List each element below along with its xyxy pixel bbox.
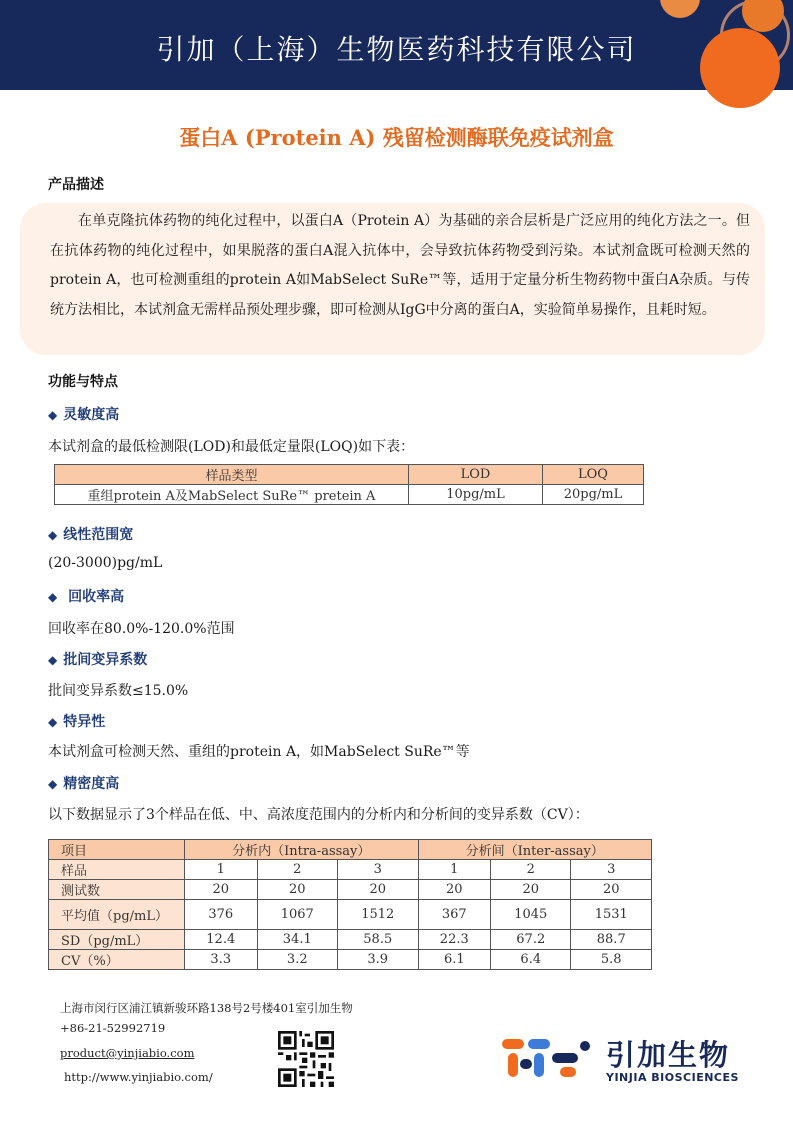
- table-cell: 20pg/mL: [543, 485, 644, 505]
- footer-email-link[interactable]: product@yinjiabio.com: [60, 1046, 195, 1060]
- row-label: 测试数: [49, 880, 185, 900]
- table-header: 分析间（Inter-assay）: [418, 840, 651, 860]
- feature-sensitivity: ◆ 灵敏度高: [48, 407, 120, 423]
- table-cell: 20: [257, 880, 337, 900]
- diamond-icon: ◆: [48, 590, 58, 604]
- table-row: [49, 900, 652, 930]
- specificity-text: 本试剂盒可检测天然、重组的protein A，如MabSelect SuRe™等: [48, 744, 470, 760]
- table-header: LOD: [409, 465, 543, 485]
- description-text: 在单克隆抗体药物的纯化过程中，以蛋白A（Protein A）为基础的亲合层析是广泛应用的纯化方法之一。但在抗体药物的纯化过程中，如果脱落的蛋白A混入抗体中，会导致抗体药物受到污染。本试剂盒既可检测天然的protein A，也可检测重组的protein A如MabSelect SuRe™等，适用于定量分析生物药物中蛋白A杂质。与传统方法相比，本试剂盒无需样品预处理步骤，即可检测从IgG中分离的蛋白A，实验简单易操作，且耗时短。: [50, 213, 750, 318]
- table-cell: 重组protein A及MabSelect SuRe™ pretein A: [55, 485, 409, 505]
- table-cell: 3: [571, 860, 652, 880]
- diamond-icon: ◆: [48, 777, 58, 791]
- table-header: LOQ: [543, 465, 644, 485]
- table-cell: 3: [338, 860, 419, 880]
- row-label: SD（pg/mL）: [49, 930, 185, 950]
- table-cell: 3.2: [257, 950, 337, 970]
- table-cell: 67.2: [491, 930, 571, 950]
- feature-recovery: ◆ 回收率高: [48, 589, 125, 605]
- features-heading: 功能与特点: [48, 374, 118, 390]
- table-cell: 1045: [491, 900, 571, 930]
- footer-website-link[interactable]: http://www.yinjiabio.com/: [64, 1070, 213, 1084]
- precision-text: 以下数据显示了3个样品在低、中、高浓度范围内的分析内和分析间的变异系数（CV）：: [48, 807, 589, 823]
- table-cell: 3.3: [185, 950, 258, 970]
- row-label: 平均值（pg/mL）: [49, 900, 185, 930]
- table-row: [49, 950, 652, 970]
- table-cell: 20: [418, 880, 491, 900]
- table-cell: 1: [185, 860, 258, 880]
- table-cell: 20: [491, 880, 571, 900]
- logo-english: YINJIA BIOSCIENCES: [606, 1071, 739, 1084]
- feature-batch: ◆ 批间变异系数: [48, 652, 148, 668]
- yinjia-logo-mark: [502, 1039, 590, 1077]
- table-cell: 376: [185, 900, 258, 930]
- table-cell: 1531: [571, 900, 652, 930]
- table-cell: 12.4: [185, 930, 258, 950]
- table-cell: 1: [418, 860, 491, 880]
- table-cell: 3.9: [338, 950, 419, 970]
- table-cell: 88.7: [571, 930, 652, 950]
- company-name: 引加（上海）生物医药科技有限公司: [156, 33, 637, 66]
- diamond-icon: ◆: [48, 528, 58, 542]
- feature-linear: ◆ 线性范围宽: [48, 527, 134, 543]
- precision-table: [48, 839, 652, 970]
- table-row: [49, 860, 652, 880]
- footer-phone: +86-21-52992719: [60, 1021, 166, 1035]
- table-row: [49, 930, 652, 950]
- sensitivity-text: 本试剂盒的最低检测限(LOD)和最低定量限(LOQ)如下表：: [48, 439, 415, 455]
- table-cell: 20: [185, 880, 258, 900]
- table-header: 样品类型: [55, 465, 409, 485]
- table-cell: 1512: [338, 900, 419, 930]
- table-cell: 22.3: [418, 930, 491, 950]
- document-title: 蛋白A (Protein A) 残留检测酶联免疫试剂盒: [179, 125, 614, 150]
- table-cell: 1067: [257, 900, 337, 930]
- diamond-icon: ◆: [48, 408, 58, 422]
- table-header: 分析内（Intra-assay）: [185, 840, 419, 860]
- table-cell: 34.1: [257, 930, 337, 950]
- feature-precision: ◆ 精密度高: [48, 776, 120, 792]
- header-banner: [0, 0, 793, 90]
- decor-circle: [660, 0, 700, 18]
- row-label: 样品: [49, 860, 185, 880]
- table-cell: 367: [418, 900, 491, 930]
- table-cell: 20: [338, 880, 419, 900]
- batch-text: 批间变异系数≤15.0%: [48, 683, 189, 699]
- footer-address: 上海市闵行区浦江镇新骏环路138号2号楼401室引加生物: [60, 1001, 353, 1015]
- decor-circle: [700, 28, 780, 108]
- table-cell: 5.8: [571, 950, 652, 970]
- table-cell: 6.1: [418, 950, 491, 970]
- table-row: [49, 880, 652, 900]
- description-heading: 产品描述: [48, 177, 104, 193]
- table-cell: 10pg/mL: [409, 485, 543, 505]
- qr-code-icon: [278, 1031, 334, 1087]
- diamond-icon: ◆: [48, 653, 58, 667]
- diamond-icon: ◆: [48, 715, 58, 729]
- feature-specificity: ◆ 特异性: [48, 714, 106, 730]
- logo-chinese: 引加生物: [606, 1038, 731, 1072]
- table-cell: 2: [257, 860, 337, 880]
- linear-text: (20-3000)pg/mL: [48, 555, 163, 571]
- row-label: CV（%）: [49, 950, 185, 970]
- table-cell: 2: [491, 860, 571, 880]
- recovery-text: 回收率在80.0%-120.0%范围: [48, 621, 235, 637]
- table-header: 项目: [49, 840, 185, 860]
- lod-loq-table: [54, 464, 644, 505]
- table-cell: 58.5: [338, 930, 419, 950]
- table-cell: 20: [571, 880, 652, 900]
- table-cell: 6.4: [491, 950, 571, 970]
